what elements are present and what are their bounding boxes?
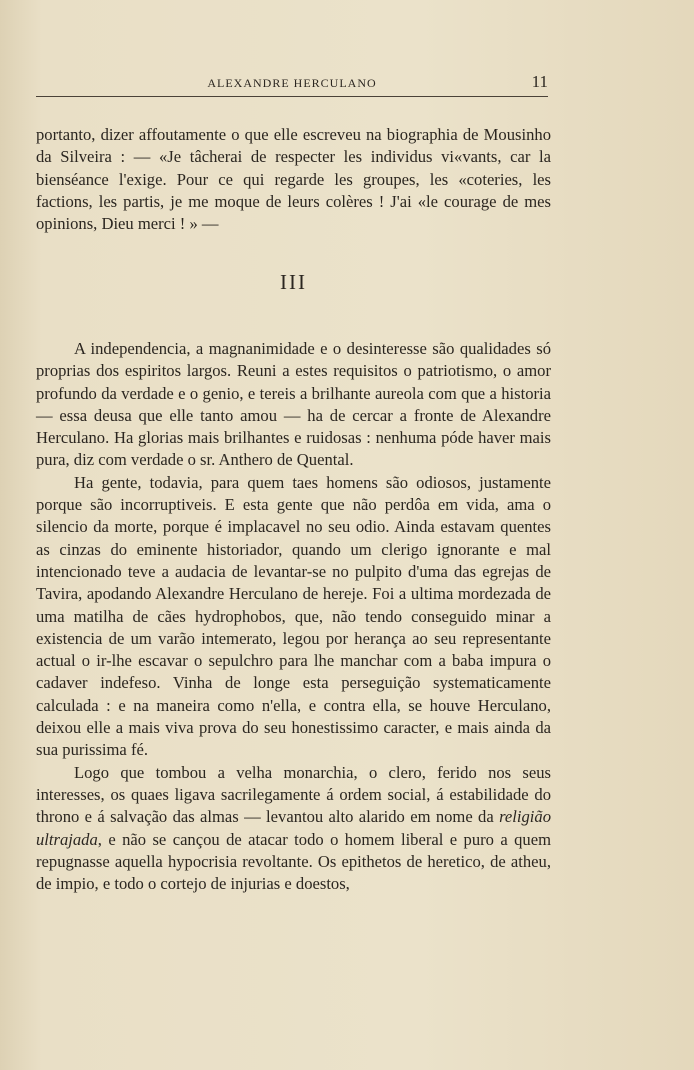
section-heading: III bbox=[280, 270, 307, 294]
paragraph-text: , e não se cançou de atacar todo o homem liberal e puro a quem repugnasse aquella hypocrisia revoltante. Os epithetos de heretico, de atheu, de impio, e todo o cortejo de injurias e doestos, bbox=[36, 829, 551, 894]
paragraph: portanto, dizer affoutamente o que elle escreveu na biographia de Mousinho da Silveira : — «Je tâcherai de respecter les individus vi«vants, car la bienséance l'exige. Pour ce qui regarde les groupes, les «coteries, les factions, les partis, je me moque de leurs colères ! J'ai «le courage de mes opinions, Dieu merci ! » — bbox=[36, 125, 551, 234]
page-header bbox=[36, 72, 548, 97]
paragraph: Ha gente, todavia, para quem taes homens são odiosos, justamente porque são incorruptiveis. E esta gente que não perdôa em vida, ama o silencio da morte, porque é implacavel no seu odio. Ainda estavam quentes as cinzas do eminente historiador, quando um clerigo ignorante e mal intencionado teve a audacia de levantar-se no pulpito d'uma das egrejas de Tavira, apodando Alexandre Herculano de hereje. Foi a ultima mordezada de uma matilha de cães hydrophobos, que, não tendo conseguido minar a existencia de um varão intemerato, legou por herança ao seu representante actual o ir-lhe escavar o sepulchro para lhe manchar com a baba impura o cadaver indefeso. Vinha de longe esta perseguição systematicamente calculada : e na maneira como n'ella, e contra ella, se houve Herculano, deixou elle a mais viva prova do seu honestissimo caracter, e mais ainda da sua purissima fé. bbox=[36, 472, 551, 760]
section-body bbox=[36, 338, 551, 895]
running-head: ALEXANDRE HERCULANO bbox=[207, 76, 377, 90]
italic-phrase: religião ultrajada bbox=[36, 807, 551, 849]
paragraph bbox=[36, 762, 551, 896]
paragraph-text: Logo que tombou a velha monarchia, o clero, ferido nos seus interesses, os quaes ligava sacrilegamente á ordem social, á estabilidade do throno e á salvação das almas — levantou alto alarido em nome da bbox=[36, 762, 551, 827]
continued-paragraph-block bbox=[36, 124, 551, 235]
page-number: 11 bbox=[531, 72, 548, 91]
paragraph: A independencia, a magnanimidade e o desinteresse são qualidades só proprias dos espiritos largos. Reuni a estes requisitos o patriotismo, o amor profundo da verdade e o genio, e tereis a brilhante aureola com que a historia — essa deusa que elle tanto amou — ha de cercar a fronte de Alexandre Herculano. Ha glorias mais brilhantes e ruidosas : nenhuma póde haver mais pura, diz com verdade o sr. Anthero de Quental. bbox=[36, 339, 551, 470]
